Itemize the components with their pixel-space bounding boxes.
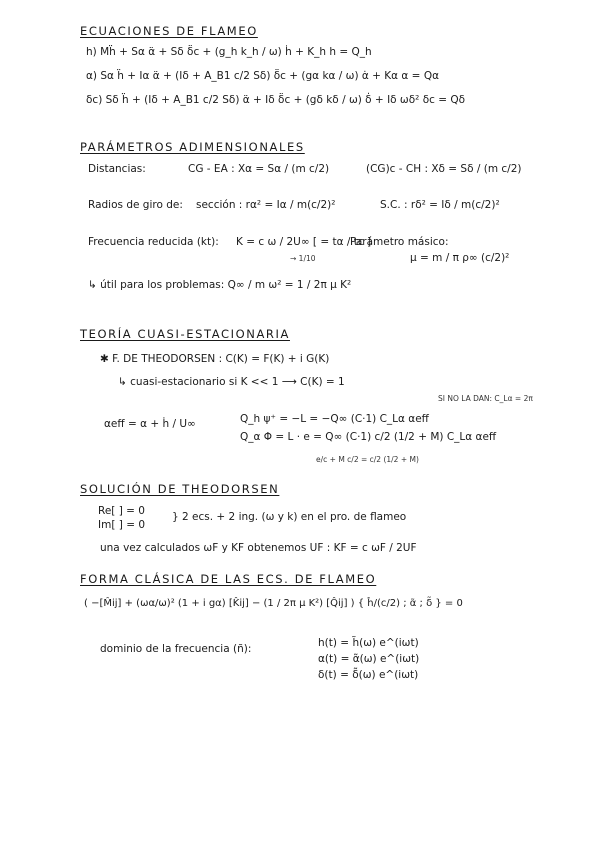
cuasi-line: ↳ cuasi-estacionario si K << 1 ⟶ C(K) = 1 [118, 376, 345, 388]
re-line: Re[ ] = 0 [98, 505, 145, 517]
im-line: Im[ ] = 0 [98, 519, 146, 531]
parametro-label: Parámetro másico: [350, 236, 449, 248]
clasica-eq: ( −[M̂ij] + (ωα/ω)² (1 + i gα) [K̂ij] − (1 / 2π μ K²) [Q̂ij] ) { ĥ/(c/2) ; α̃ ; δ̃ } = 0 [84, 598, 463, 609]
util-line: ↳ útil para los problemas: Q∞ / m ω² = 1 / 2π μ K² [88, 279, 352, 291]
frecuencia-label: Frecuencia reducida (kt): [88, 236, 219, 248]
alpha-time: α(t) = α̃(ω) e^(iωt) [318, 653, 420, 665]
equation-h: h) Mḧ + Sα α̈ + Sδ δ̈c + (g_h k_h / ω) ḣ + K_h h = Q_h [86, 46, 372, 58]
equation-alpha: α) Sα ḧ + Iα α̈ + (Iδ + A_B1 c/2 Sδ) δ̈c + (gα kα / ω) α̇ + Kα α = Qα [86, 70, 440, 82]
h-time: h(t) = h̃(ω) e^(iωt) [318, 637, 419, 649]
alpha-eff: αeff = α + ḣ / U∞ [104, 418, 196, 430]
moment-subnote: e/c + M c/2 = c/2 (1/2 + M) [316, 455, 419, 464]
calc-line: una vez calculados ωF y KF obtenemos UF : KF = c ωF / 2UF [100, 542, 417, 554]
section-title-clasica: FORMA CLÁSICA DE LAS ECS. DE FLAMEO [80, 572, 377, 586]
frecuencia-sub: → 1/10 [290, 254, 316, 263]
radios-eq-1: sección : rα² = Iα / m(c/2)² [196, 199, 336, 211]
distancias-label: Distancias: [88, 163, 146, 175]
equation-delta: δc) Sδ ḧ + (Iδ + A_B1 c/2 Sδ) α̈ + Iδ δ̈c + (gδ kδ / ω) δ̇ + Iδ ωδ² δc = Qδ [86, 94, 466, 106]
theodorsen-line: ✱ F. DE THEODORSEN : C(K) = F(K) + i G(K) [100, 353, 330, 365]
parametro-eq: μ = m / π ρ∞ (c/2)² [410, 252, 510, 264]
delta-time: δ(t) = δ̃(ω) e^(iωt) [318, 669, 419, 681]
distancias-eq-1: CG - EA : Xα = Sα / (m c/2) [188, 163, 330, 175]
distancias-eq-2: (CG)c - CH : Xδ = Sδ / (m c/2) [366, 163, 522, 175]
frecuencia-eq: K = c ω / 2U∞ [ = tα / tc ] [236, 236, 372, 248]
moment-eq: Q_α Φ = L · e = Q∞ (C·1) c/2 (1/2 + M) C_Lα αeff [240, 431, 497, 443]
section-title-cuasi: TEORÍA CUASI-ESTACIONARIA [80, 327, 290, 341]
radios-label: Radios de giro de: [88, 199, 183, 211]
radios-eq-2: S.C. : rδ² = Iδ / m(c/2)² [380, 199, 500, 211]
section-title-parametros: PARÁMETROS ADIMENSIONALES [80, 140, 305, 154]
lift-eq: Q_h ψ⁺ = −L = −Q∞ (C·1) C_Lα αeff [240, 413, 429, 425]
section-title-ecuaciones: ECUACIONES DE FLAMEO [80, 24, 258, 38]
section-title-theodorsen: SOLUCIÓN DE THEODORSEN [80, 482, 280, 496]
system-line: } 2 ecs. + 2 ing. (ω y k) en el pro. de flameo [172, 511, 407, 523]
dominio-line: dominio de la frecuencia (ñ): [100, 643, 252, 655]
cla-note: SI NO LA DAN: C_Lα = 2π [438, 394, 533, 403]
